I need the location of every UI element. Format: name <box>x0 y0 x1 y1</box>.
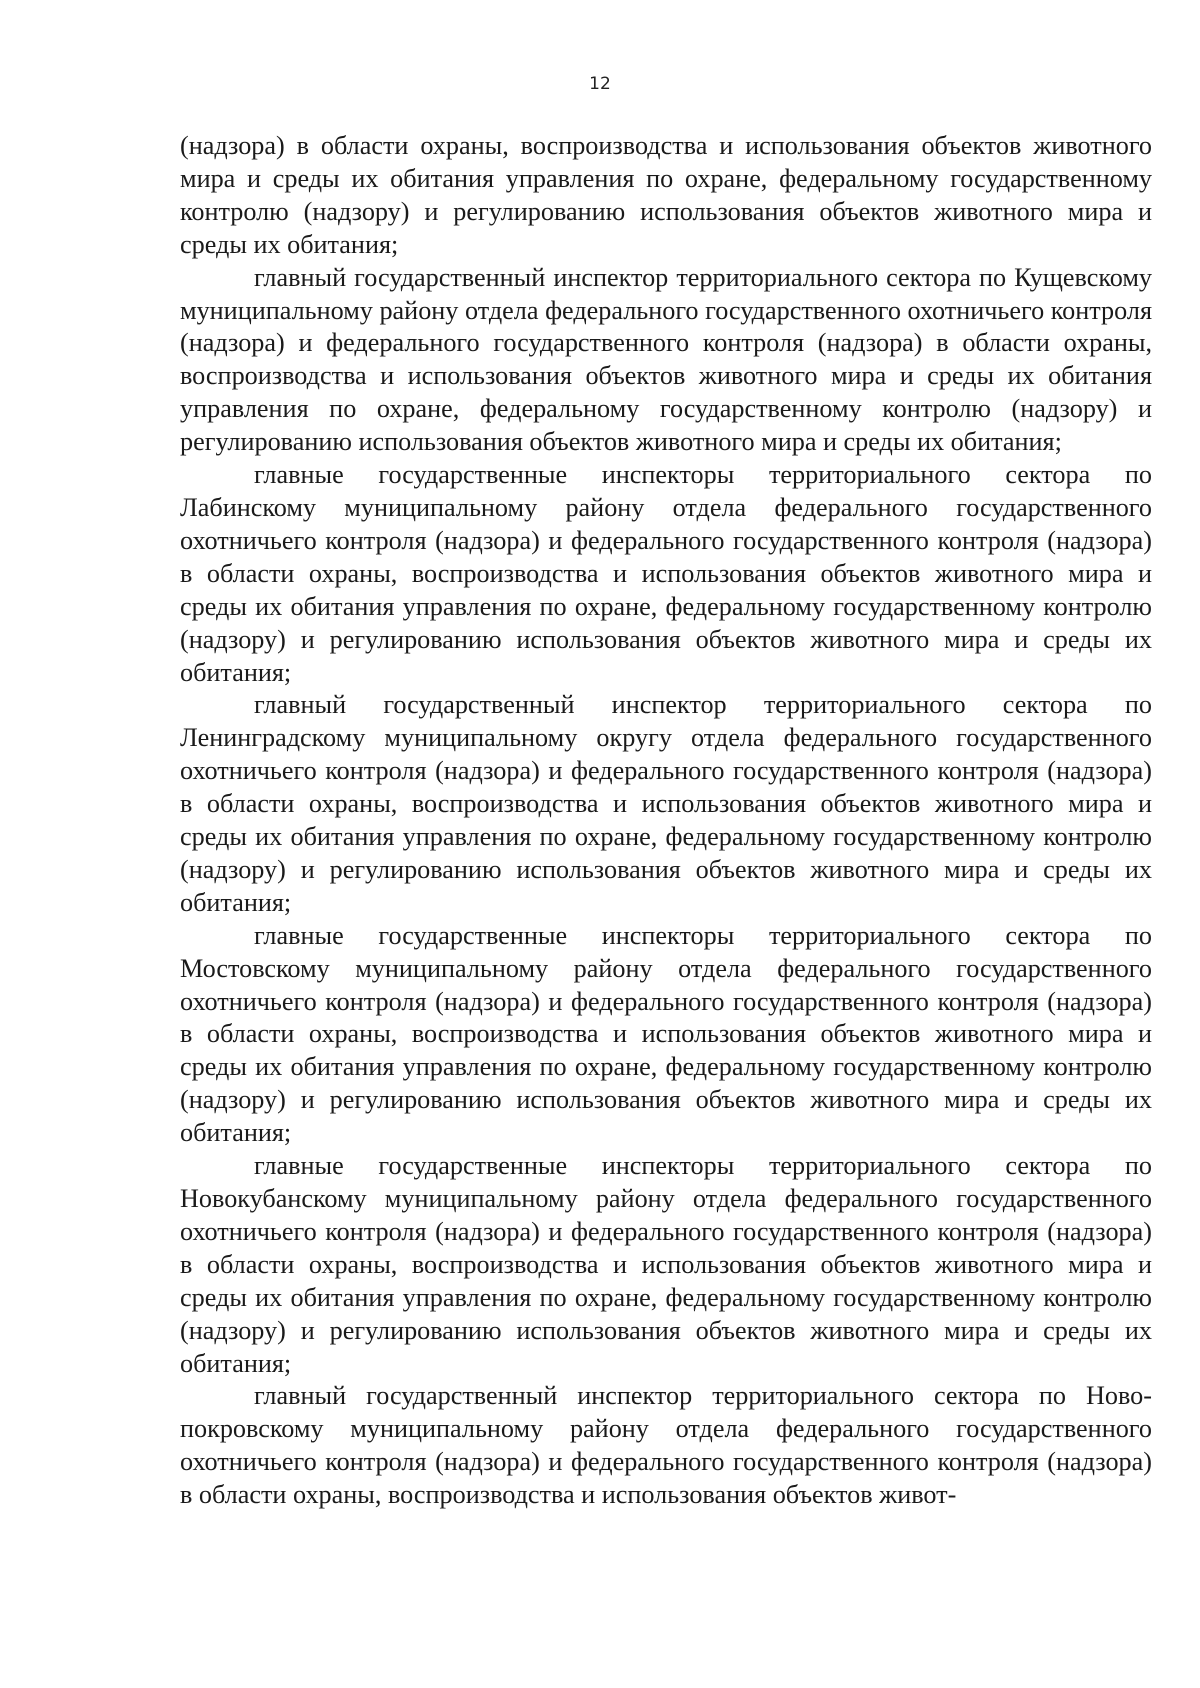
paragraph-7: главный государственный инспектор территориального сектора по Новопокровскому муниципальному району отдела федерального государственного охотничьего контроля (надзора) и федерального государственного контроля (надзора) в области охраны, воспроизводства и использования объектов живот- <box>180 1381 1152 1510</box>
paragraph-1: (надзора) в области охраны, воспроизводства и использования объектов животного мира и среды их обитания управления по охране, федеральному государственному контролю (надзору) и регулированию использования объектов животного мира и среды их обитания; <box>180 131 1152 259</box>
paragraph-2: главный государственный инспектор территориального сектора по Кущевскому муниципальному району отдела федерального государственного охотничьего контроля (надзора) и федерального государственного контроля (надзора) в области охраны, воспроизводства и использования объектов животного мира и среды их обитания управления по охране, федеральному государственному контролю (надзору) и регулированию использования объектов животного мира и среды их обитания; <box>180 262 1152 457</box>
paragraph-6: главные государственные инспекторы территориального сектора по Новокубанскому муниципальному району отдела федерального государственного охотничьего контроля (надзора) и федерального государственного контроля (надзора) в области охраны, воспроизводства и использования объектов животного мира и среды их обитания управления по охране, федеральному государственному контролю (надзору) и регулированию использования объектов животного мира и среды их обитания; <box>180 1151 1152 1378</box>
page-number: 12 <box>589 74 611 94</box>
paragraph-3: главные государственные инспекторы территориального сектора по Лабинскому муниципальному району отдела федерального государственного охотничьего контроля (надзора) и федерального государственного контроля (надзора) в области охраны, воспроизводства и использования объектов животного мира и среды их обитания управления по охране, федеральному государственному контролю (надзору) и регулированию использования объектов животного мира и среды их обитания; <box>180 460 1152 687</box>
paragraph-4: главный государственный инспектор территориального сектора по Ленинградскому муниципальному округу отдела федерального государственного охотничьего контроля (надзора) и федерального государственного контроля (надзора) в области охраны, воспроизводства и использования объектов животного мира и среды их обитания управления по охране, федеральному государственному контролю (надзору) и регулированию использования объектов животного мира и среды их обитания; <box>180 690 1152 917</box>
document-body <box>180 130 1152 1512</box>
paragraph-5: главные государственные инспекторы территориального сектора по Мостовскому муниципальному району отдела федерального государственного охотничьего контроля (надзора) и федерального государственного контроля (надзора) в области охраны, воспроизводства и использования объектов животного мира и среды их обитания управления по охране, федеральному государственному контролю (надзору) и регулированию использования объектов животного мира и среды их обитания; <box>180 920 1152 1148</box>
